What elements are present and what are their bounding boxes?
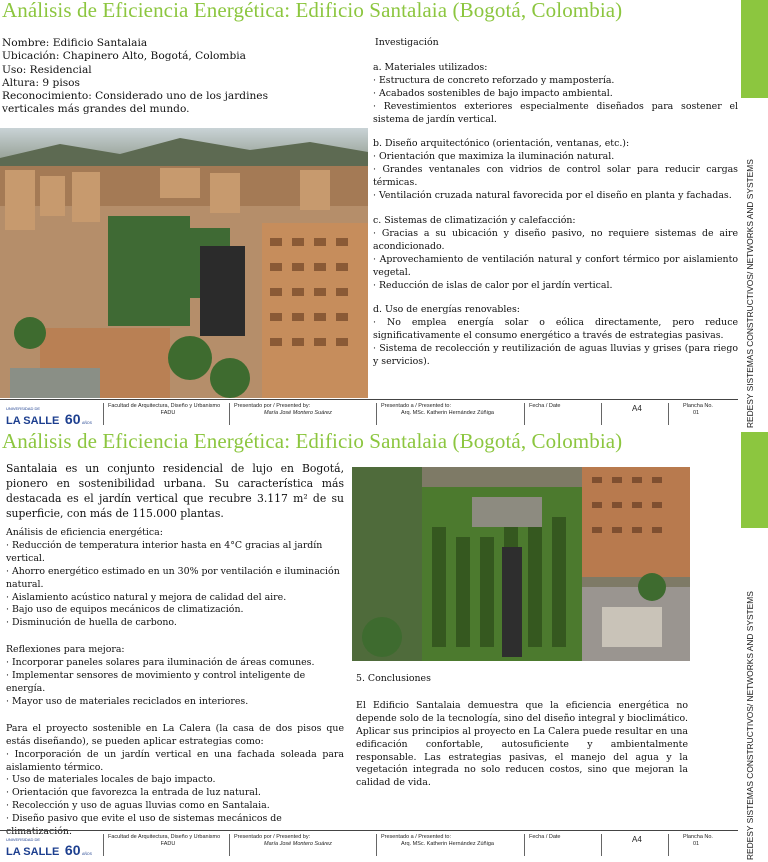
logo-main-text: LA SALLE [6,415,60,427]
university-logo [6,837,92,859]
research-heading: Investigación [375,37,439,48]
logo-main-text: LA SALLE [6,846,60,858]
list-item: · Ahorro energético estimado en un 30% por ventilación e iluminación natural. [6,565,340,590]
list-item: · Bajo uso de equipos mecánicos de climatización. [6,604,244,616]
reflections-heading: Reflexiones para mejora: [6,644,125,656]
presented-to-label: Presentado a / Presented to: [381,403,452,409]
analysis-heading: Análisis de eficiencia energética: [6,527,163,538]
section-heading: c. Sistemas de climatización y calefacción: [373,214,576,226]
building-facts [2,37,302,117]
list-item: · Diseño pasivo que evite el uso de sistemas mecánicos de climatización. [6,813,282,838]
university-logo [6,406,92,428]
sheet-1 [0,0,740,431]
date-label: Fecha / Date [529,834,561,840]
faculty-name: Facultad de Arquitectura, Diseño y Urbanismo [108,834,221,840]
list-item: · Aprovechamiento de ventilación natural y confort térmico por aislamiento vegetal. [373,253,738,278]
faculty-short: FADU [160,841,176,847]
plate-number: 01 [693,410,700,416]
faculty-name: Facultad de Arquitectura, Diseño y Urbanismo [108,403,221,409]
santalaia-building-photo [352,467,690,661]
sheet-2-green-tab [741,432,768,528]
sheet-1-title: Análisis de Eficiencia Energética: Edificio Santalaia (Bogotá, Colombia) [2,0,623,22]
faculty-short: FADU [160,410,176,416]
faculty-cell [103,403,228,425]
section-design [373,138,738,203]
list-item: · No emplea energía solar o eólica directamente, pero reduce significativamente el consumo energético a través de estrategias pasivas. [373,317,738,342]
paper-size: A4 [632,404,642,413]
sheet-2-title: Análisis de Eficiencia Energética: Edificio Santalaia (Bogotá, Colombia) [2,431,623,453]
fact-name: Nombre: Edificio Santalaia [2,37,148,49]
presented-by-name: María José Montero Suárez [264,841,332,847]
plate-label: Plancha No. [683,834,713,840]
logo-years: 60 [64,411,81,427]
sheet-2-sidebar-label: REDESY SISTEMAS CONSTRUCTIVOS/ NETWORKS AND SYSTEMS [745,591,755,860]
section-renewables [373,304,738,369]
list-item: · Acabados sostenibles de bajo impacto ambiental. [373,87,613,99]
logo-years: 60 [64,842,81,858]
list-item: · Mayor uso de materiales reciclados en interiores. [6,695,249,707]
presented-by-label: Presentado por / Presented by: [234,834,311,840]
conclusions-heading: 5. Conclusiones [356,673,431,684]
list-item: · Incorporación de un jardín vertical en una fachada soleada para aislamiento térmico. [6,748,344,773]
sheet-2 [0,431,740,862]
presented-to-label: Presentado a / Presented to: [381,834,452,840]
list-item: · Aislamiento acústico natural y mejora de calidad del aire. [6,591,287,603]
presented-by-name: María José Montero Suárez [264,410,332,416]
left-column [6,461,344,839]
sheet-1-footer [0,399,738,430]
list-item: · Implementar sensores de movimiento y control inteligente de energía. [6,670,306,694]
section-heading: a. Materiales utilizados: [373,61,488,73]
sheet-2-footer [0,830,738,861]
list-item: · Uso de materiales locales de bajo impacto. [6,774,216,786]
list-item: · Incorporar paneles solares para iluminación de áreas comunes. [6,657,315,669]
list-item: · Orientación que maximiza la iluminación natural. [373,151,615,163]
size-cell [601,403,666,425]
presented-by-cell [229,403,374,425]
list-item: · Estructura de concreto reforzado y mampostería. [373,74,615,86]
plate-cell [668,834,739,856]
project-intro: Para el proyecto sostenible en La Calera (la casa de dos pisos que estás diseñando), se pueden aplicar estrategias como: [6,722,344,747]
fact-height: Altura: 9 pisos [2,76,80,89]
fact-location: Ubicación: Chapinero Alto, Bogotá, Colombia [2,50,246,63]
logo-small-text: UNIVERSIDAD DE [6,837,41,842]
list-item: · Orientación que favorezca la entrada de luz natural. [6,787,261,799]
sheet-1-green-tab [741,0,768,98]
logo-sub: AÑOS [82,421,92,425]
date-cell [524,834,599,856]
list-item: · Revestimientos exteriores especialmente diseñados para sostener el sistema de jardín vertical. [373,100,738,125]
list-item: · Ventilación cruzada natural favorecida por el diseño en planta y fachadas. [373,190,732,202]
plate-cell [668,403,739,425]
presented-by-label: Presentado por / Presented by: [234,403,311,409]
size-cell [601,834,666,856]
presented-to-name: Arq. MSc. Katherin Hernández Zúñiga [401,410,494,416]
faculty-cell [103,834,228,856]
presented-to-cell [376,403,521,425]
list-item: · Recolección y uso de aguas lluvias como en Santalaia. [6,800,270,812]
logo-small-text: UNIVERSIDAD DE [6,406,41,411]
presented-to-name: Arq. MSc. Katherin Hernández Zúñiga [401,841,494,847]
list-item: · Sistema de recolección y reutilización de aguas lluvias y grises (para riego y servicios). [373,343,738,368]
plate-number: 01 [693,841,700,847]
date-cell [524,403,599,425]
presented-by-cell [229,834,374,856]
list-item: · Disminución de huella de carbono. [6,617,177,629]
section-materials [373,62,738,127]
list-item: · Gracias a su ubicación y diseño pasivo, no requiere sistemas de aire acondicionado. [373,227,738,252]
sheet-1-sidebar-label: REDESY SISTEMAS CONSTRUCTIVOS/ NETWORKS AND SYSTEMS [745,159,755,428]
date-label: Fecha / Date [529,403,561,409]
section-heading: b. Diseño arquitectónico (orientación, ventanas, etc.): [373,138,630,150]
section-climate [373,215,738,292]
paper-size: A4 [632,835,642,844]
logo-sub: AÑOS [82,852,92,856]
conclusions-text: El Edificio Santalaia demuestra que la eficiencia energética no depende solo de la tecnología, sino del diseño integral y bioclimático. Aplicar sus principios al proyecto en La Calera puede resultar en una edificación confortable, autosuficiente y ambientalmente responsable. Las estrategias pasivas, el manejo del agua y la vegetación integrada no solo reducen costos, sino que mejoran la calidad de vida. [356,699,688,789]
conclusions-panel [356,673,688,790]
presented-to-cell [376,834,521,856]
list-item: · Reducción de temperatura interior hasta en 4°C gracias al jardín vertical. [6,539,323,564]
intro-paragraph: Santalaia es un conjunto residencial de lujo en Bogotá, pionero en sostenibilidad urbana. Su característica más destacada es el jardín vertical que recubre 3.117 m² de su superficie, con más de 115.000 plantas. [6,462,344,520]
list-item: · Grandes ventanales con vidrios de control solar para reducir cargas térmicas. [373,164,738,189]
city-aerial-photo [0,128,368,398]
fact-use: Uso: Residencial [2,63,92,76]
research-panel [373,37,738,369]
fact-recognition: Reconocimiento: Considerado uno de los jardines verticales más grandes del mundo. [2,90,269,116]
list-item: · Reducción de islas de calor por el jardín vertical. [373,279,613,291]
section-heading: d. Uso de energías renovables: [373,304,520,316]
plate-label: Plancha No. [683,403,713,409]
